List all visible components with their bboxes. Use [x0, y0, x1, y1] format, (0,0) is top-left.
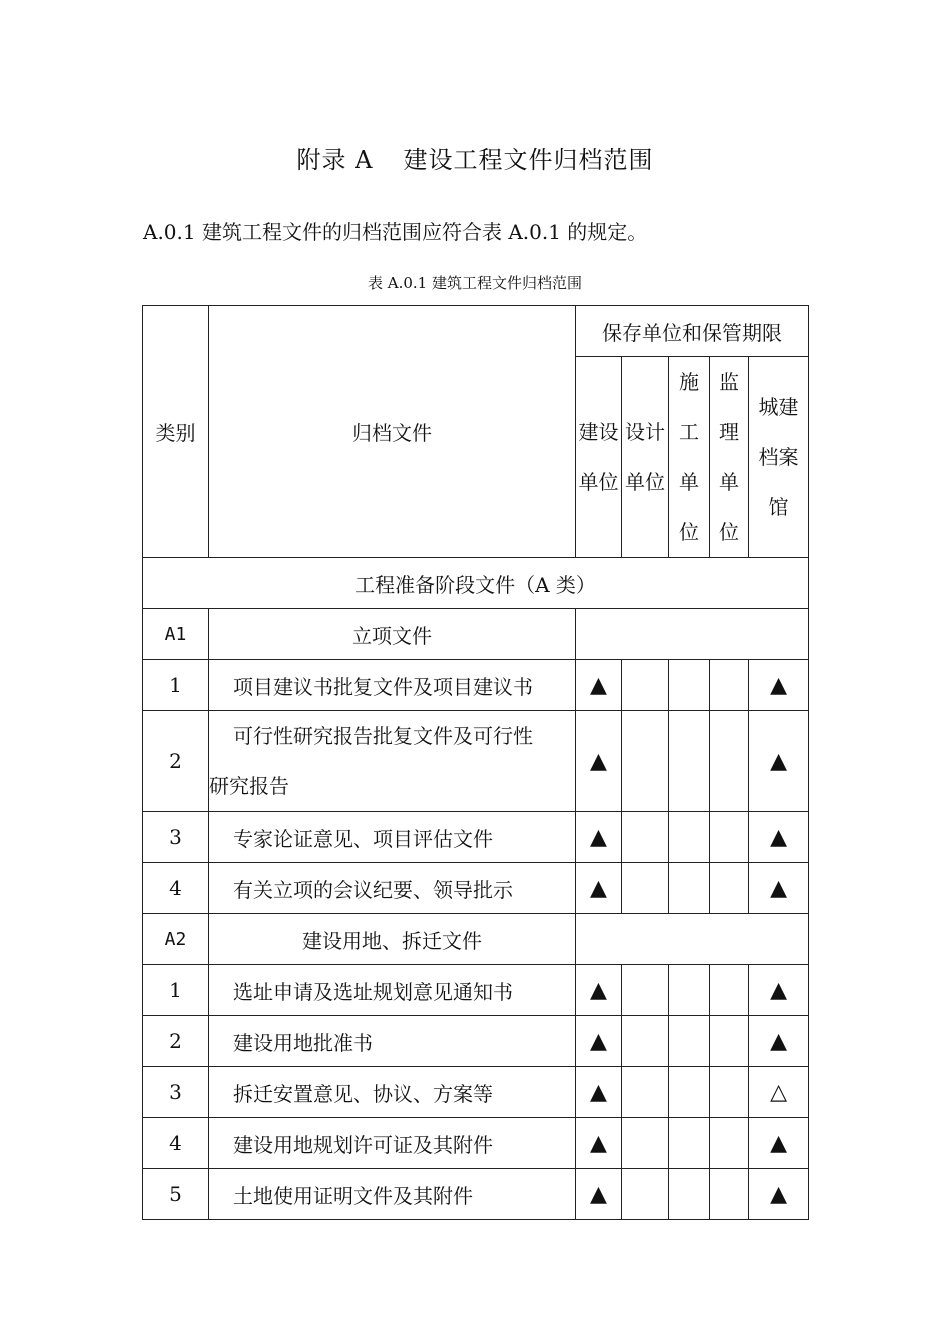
mark-supervision-unit	[710, 812, 749, 863]
mark-construction-unit: ▲	[576, 1118, 622, 1169]
mark-urban-archive: ▲	[749, 1169, 809, 1220]
row-number: 2	[143, 1016, 209, 1067]
mark-urban-archive: ▲	[749, 812, 809, 863]
mark-supervision-unit	[710, 1067, 749, 1118]
row-document: 可行性研究报告批复文件及可行性 研究报告	[209, 711, 576, 812]
mark-builder-unit	[669, 1118, 710, 1169]
table-row	[143, 1067, 809, 1118]
mark-construction-unit: ▲	[576, 1067, 622, 1118]
mark-construction-unit: ▲	[576, 1016, 622, 1067]
table-row	[143, 812, 809, 863]
group-empty-cell	[576, 609, 809, 660]
group-empty-cell	[576, 914, 809, 965]
mark-builder-unit	[669, 660, 710, 711]
row-number: 2	[143, 711, 209, 812]
row-number: 3	[143, 1067, 209, 1118]
mark-construction-unit: ▲	[576, 863, 622, 914]
row-document: 选址申请及选址规划意见通知书	[209, 965, 576, 1016]
mark-builder-unit	[669, 711, 710, 812]
row-document: 专家论证意见、项目评估文件	[209, 812, 576, 863]
mark-construction-unit: ▲	[576, 1169, 622, 1220]
mark-builder-unit	[669, 812, 710, 863]
mark-construction-unit: ▲	[576, 711, 622, 812]
header-builder-unit: 施 工 单 位	[669, 357, 710, 558]
archive-scope-table	[142, 305, 809, 1220]
mark-urban-archive: △	[749, 1067, 809, 1118]
mark-construction-unit: ▲	[576, 812, 622, 863]
group-code: A2	[143, 914, 209, 965]
mark-supervision-unit	[710, 1169, 749, 1220]
mark-builder-unit	[669, 965, 710, 1016]
mark-design-unit	[622, 1169, 669, 1220]
row-number: 1	[143, 660, 209, 711]
appendix-title: 建设工程文件归档范围	[403, 146, 654, 174]
section-heading: 工程准备阶段文件（A 类）	[143, 558, 809, 609]
mark-construction-unit: ▲	[576, 965, 622, 1016]
table-caption: 表 A.0.1 建筑工程文件归档范围	[368, 274, 582, 292]
mark-builder-unit	[669, 1169, 710, 1220]
mark-construction-unit: ▲	[576, 660, 622, 711]
mark-design-unit	[622, 965, 669, 1016]
mark-design-unit	[622, 1016, 669, 1067]
table-row	[143, 711, 809, 812]
row-number: 4	[143, 863, 209, 914]
table-row	[143, 1016, 809, 1067]
header-urban-archive: 城建 档案 馆	[749, 357, 809, 558]
table-row	[143, 660, 809, 711]
mark-design-unit	[622, 1118, 669, 1169]
row-document: 拆迁安置意见、协议、方案等	[209, 1067, 576, 1118]
header-design-unit: 设计 单位	[622, 357, 669, 558]
mark-urban-archive: ▲	[749, 1118, 809, 1169]
mark-urban-archive: ▲	[749, 660, 809, 711]
group-name: 建设用地、拆迁文件	[209, 914, 576, 965]
row-number: 5	[143, 1169, 209, 1220]
table-row	[143, 1169, 809, 1220]
table-row	[143, 1118, 809, 1169]
mark-builder-unit	[669, 1016, 710, 1067]
mark-design-unit	[622, 660, 669, 711]
mark-builder-unit	[669, 1067, 710, 1118]
header-document: 归档文件	[209, 306, 576, 558]
mark-supervision-unit	[710, 1118, 749, 1169]
header-supervision-unit: 监 理 单 位	[710, 357, 749, 558]
mark-builder-unit	[669, 863, 710, 914]
appendix-label: 附录 A	[296, 146, 374, 174]
mark-urban-archive: ▲	[749, 965, 809, 1016]
mark-design-unit	[622, 863, 669, 914]
row-document: 有关立项的会议纪要、领导批示	[209, 863, 576, 914]
table-row	[143, 965, 809, 1016]
mark-supervision-unit	[710, 965, 749, 1016]
row-document: 建设用地规划许可证及其附件	[209, 1118, 576, 1169]
mark-urban-archive: ▲	[749, 711, 809, 812]
header-category: 类别	[143, 306, 209, 558]
row-document: 土地使用证明文件及其附件	[209, 1169, 576, 1220]
row-document: 建设用地批准书	[209, 1016, 576, 1067]
header-retention-group: 保存单位和保管期限	[576, 306, 809, 357]
mark-supervision-unit	[710, 863, 749, 914]
mark-design-unit	[622, 812, 669, 863]
header-construction-unit: 建设 单位	[576, 357, 622, 558]
row-document: 项目建议书批复文件及项目建议书	[209, 660, 576, 711]
mark-design-unit	[622, 1067, 669, 1118]
row-number: 3	[143, 812, 209, 863]
row-number: 4	[143, 1118, 209, 1169]
mark-supervision-unit	[710, 660, 749, 711]
group-code: A1	[143, 609, 209, 660]
mark-urban-archive: ▲	[749, 863, 809, 914]
mark-design-unit	[622, 711, 669, 812]
mark-supervision-unit	[710, 711, 749, 812]
page-title	[0, 140, 950, 175]
group-name: 立项文件	[209, 609, 576, 660]
row-number: 1	[143, 965, 209, 1016]
table-row	[143, 863, 809, 914]
mark-urban-archive: ▲	[749, 1016, 809, 1067]
mark-supervision-unit	[710, 1016, 749, 1067]
intro-paragraph: A.0.1 建筑工程文件的归档范围应符合表 A.0.1 的规定。	[143, 220, 648, 244]
